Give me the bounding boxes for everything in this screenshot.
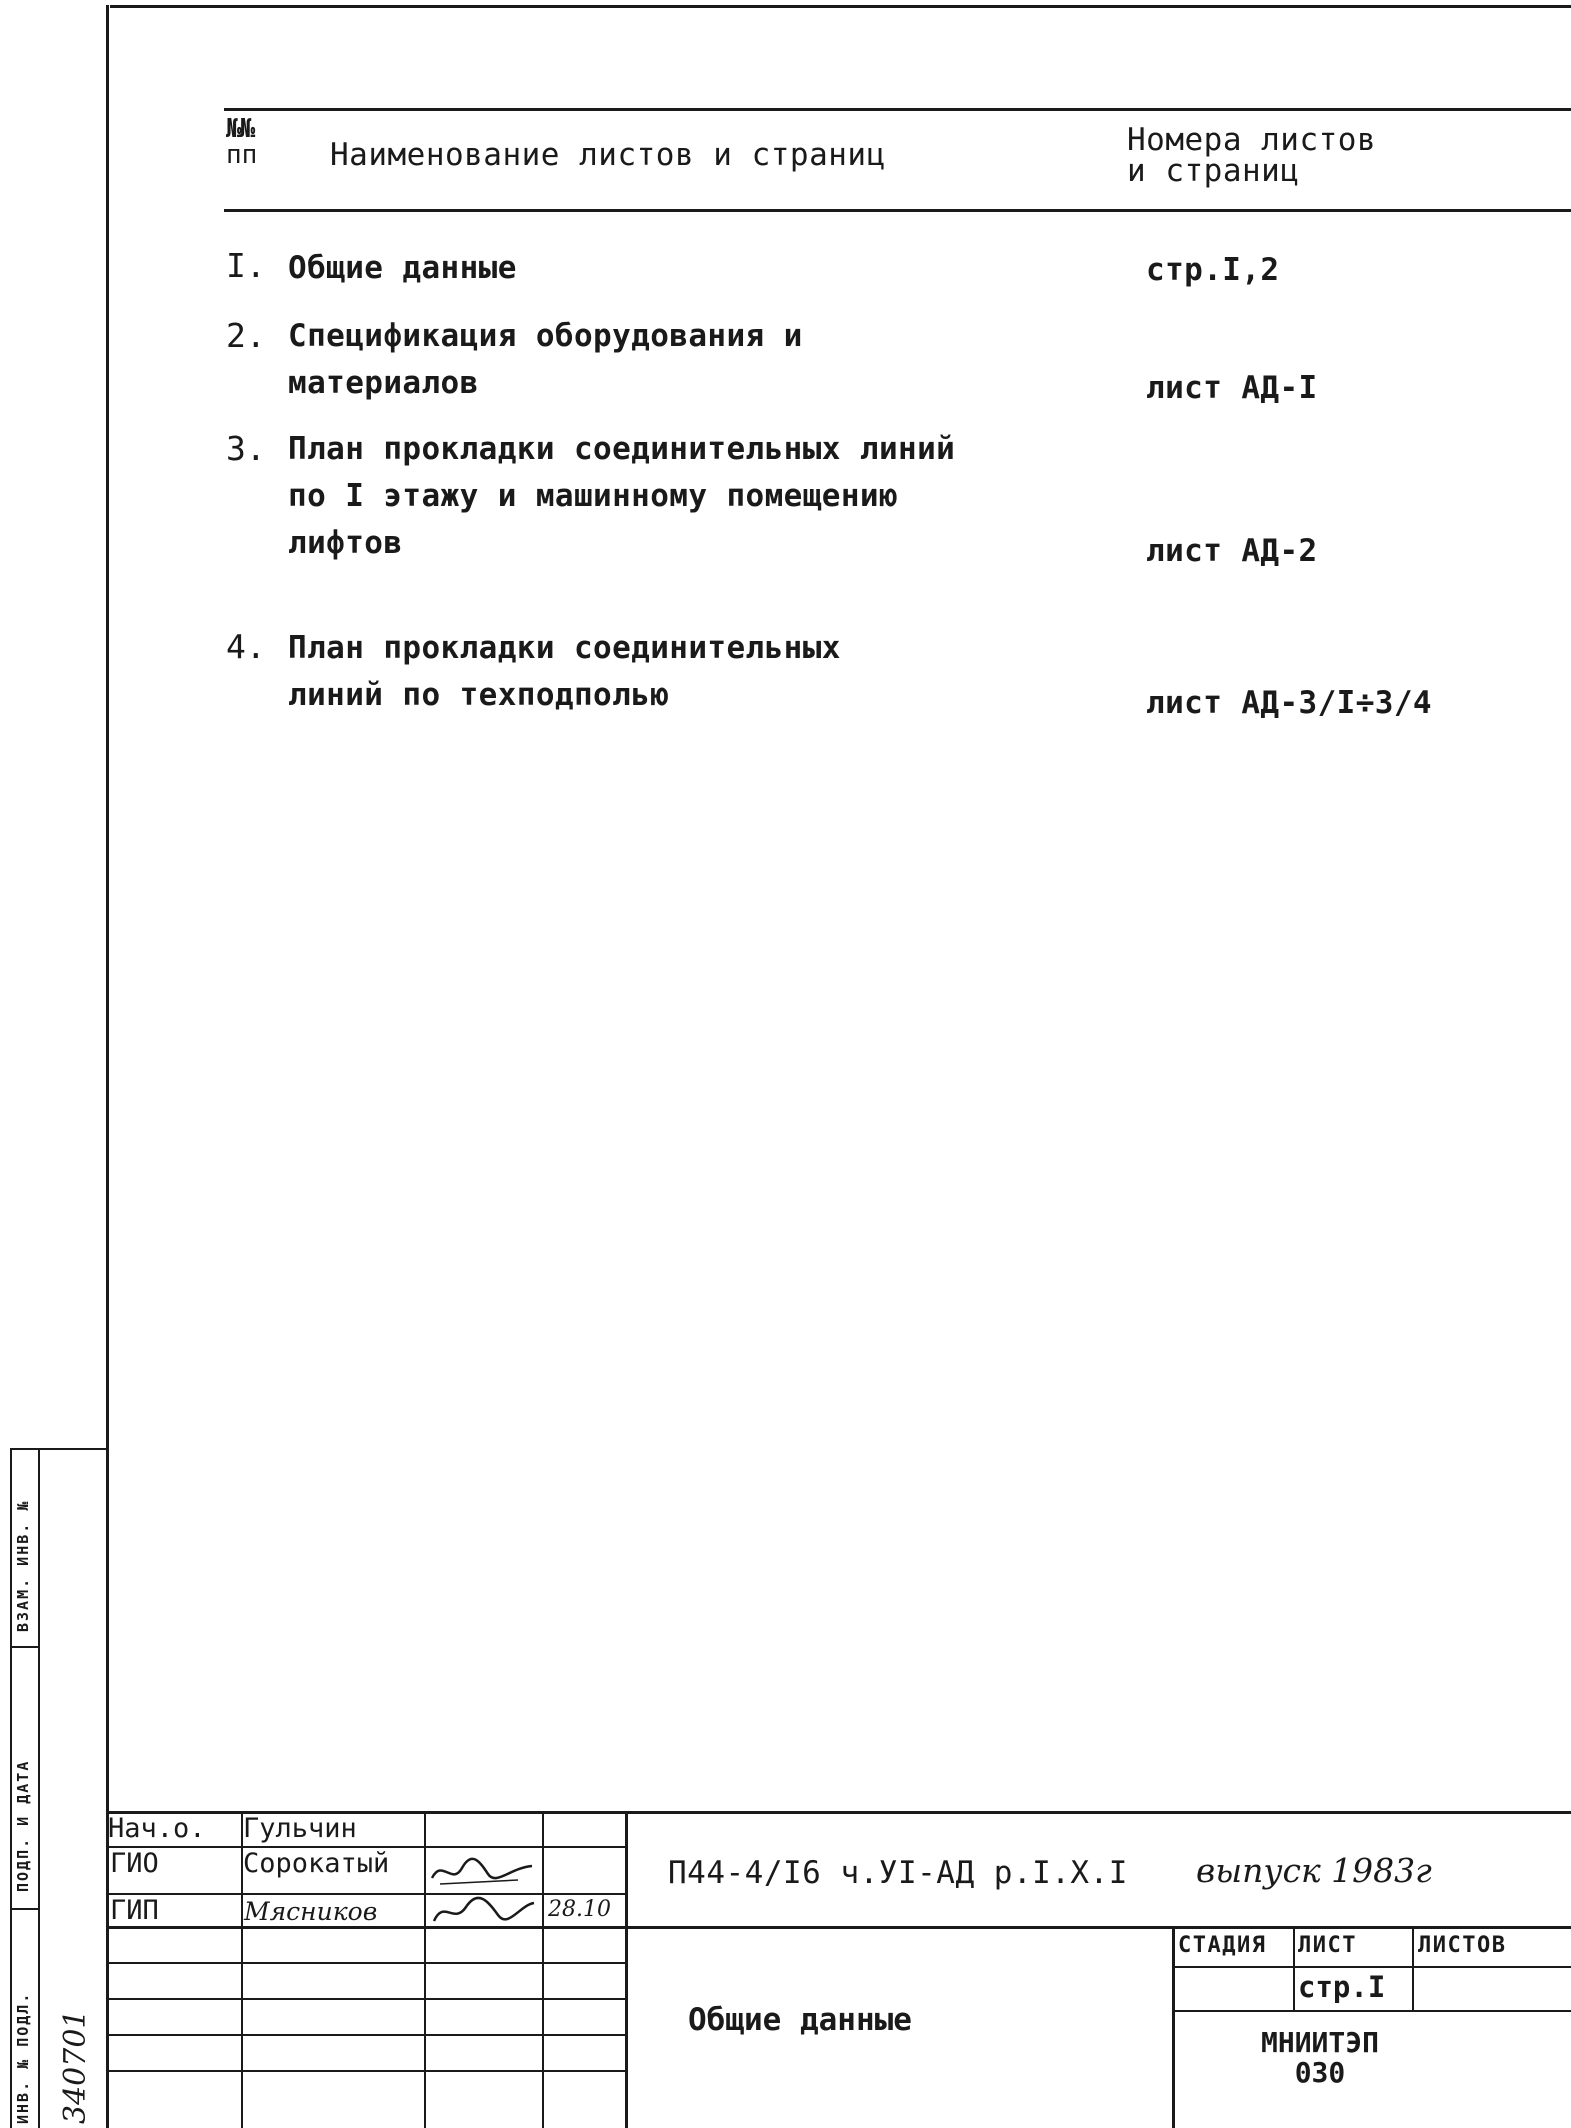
inv-number-value: 340701 bbox=[58, 2009, 93, 2124]
sheets-label: ЛИСТОВ bbox=[1418, 1933, 1507, 1958]
tb-rule bbox=[106, 2070, 626, 2072]
issue-year: выпуск 1983г bbox=[1196, 1851, 1432, 1890]
tb-col bbox=[1172, 1926, 1175, 2128]
sheet-value: стр.I bbox=[1298, 1970, 1386, 2004]
tb-name: Гульчин bbox=[243, 1813, 357, 1844]
tb-rule bbox=[106, 1926, 1571, 1929]
list-item-number: 2. bbox=[226, 316, 266, 355]
header-name-column: Наименование листов и страниц bbox=[330, 137, 886, 173]
tb-role: Нач.о. bbox=[108, 1813, 206, 1844]
header-number-mark: №№ bbox=[226, 114, 254, 144]
list-item-title-line: План прокладки соединительных линий bbox=[288, 431, 956, 467]
inv-number-label: ИНВ. № ПОДЛ. bbox=[14, 1991, 32, 2124]
sheet-label: ЛИСТ bbox=[1298, 1933, 1357, 1958]
tb-name: Мясников bbox=[244, 1897, 378, 1926]
stage-label: СТАДИЯ bbox=[1178, 1933, 1267, 1958]
list-item-page: лист АД-3/I÷3/4 bbox=[1146, 685, 1432, 721]
header-number-label: пп bbox=[226, 140, 258, 170]
stamp-col bbox=[10, 1448, 12, 2128]
list-item-page: стр.I,2 bbox=[1146, 252, 1280, 288]
list-item-number: 4. bbox=[226, 627, 266, 666]
tb-rule bbox=[1174, 2010, 1571, 2012]
list-item-title-line: Спецификация оборудования и bbox=[288, 318, 803, 354]
frame-left bbox=[106, 5, 109, 2128]
stamp-row bbox=[10, 1448, 106, 1450]
list-item-number: I. bbox=[226, 246, 266, 285]
tb-role: ГИП bbox=[110, 1895, 159, 1926]
tb-rule bbox=[106, 2034, 626, 2036]
stamp-row bbox=[10, 1908, 40, 1910]
list-item-title-line: материалов bbox=[288, 365, 479, 401]
tb-rule bbox=[106, 1962, 626, 1964]
tb-rule bbox=[1174, 1966, 1571, 1968]
list-item-number: 3. bbox=[226, 429, 266, 468]
header-number-column bbox=[226, 116, 257, 168]
tb-col bbox=[625, 1811, 628, 2128]
signature-image bbox=[428, 1848, 538, 1892]
list-item-title-line: Общие данные bbox=[288, 250, 517, 286]
tb-role: ГИО bbox=[110, 1848, 159, 1879]
header-pages-label-2: и страниц bbox=[1127, 153, 1300, 189]
tb-rule bbox=[106, 1893, 626, 1895]
tb-name: Сорокатый bbox=[243, 1848, 390, 1879]
list-item-title bbox=[288, 245, 517, 292]
header-pages-label-1: Номера листов bbox=[1127, 122, 1377, 158]
signature-image bbox=[428, 1895, 538, 1927]
stamp-row bbox=[10, 1646, 40, 1648]
header-rule-top bbox=[224, 108, 1571, 111]
list-item-title-line: линий по техподполью bbox=[288, 677, 670, 713]
tb-date: 28.10 bbox=[548, 1897, 611, 1922]
header-pages-column bbox=[1127, 122, 1377, 189]
document-title: Общие данные bbox=[688, 2002, 912, 2038]
list-item-title bbox=[288, 625, 841, 719]
tb-col bbox=[1293, 1926, 1295, 2010]
list-item-title-line: План прокладки соединительных bbox=[288, 630, 841, 666]
list-item-title-line: лифтов bbox=[288, 525, 403, 561]
tb-col bbox=[1412, 1926, 1414, 2010]
tb-col bbox=[542, 1811, 544, 2128]
stamp-col bbox=[38, 1448, 40, 2128]
sign-date-label: ПОДП. И ДАТА bbox=[14, 1759, 32, 1892]
frame-top bbox=[110, 5, 1571, 8]
replace-inv-label: ВЗАМ. ИНВ. № bbox=[14, 1499, 32, 1632]
list-item-title-line: по I этажу и машинному помещению bbox=[288, 478, 899, 514]
list-item-page: лист АД-I bbox=[1146, 370, 1318, 406]
organization-name: МНИИТЭП bbox=[1260, 2026, 1379, 2059]
list-item-page: лист АД-2 bbox=[1146, 533, 1318, 569]
document-code: П44-4/I6 ч.УI-АД р.I.X.I bbox=[668, 1855, 1128, 1891]
list-item-title bbox=[288, 426, 955, 567]
list-item-title bbox=[288, 313, 803, 407]
organization bbox=[1210, 2028, 1430, 2088]
organization-code: 030 bbox=[1294, 2056, 1346, 2089]
header-rule-bottom bbox=[224, 209, 1571, 212]
tb-col bbox=[424, 1811, 426, 2128]
tb-rule bbox=[106, 1998, 626, 2000]
